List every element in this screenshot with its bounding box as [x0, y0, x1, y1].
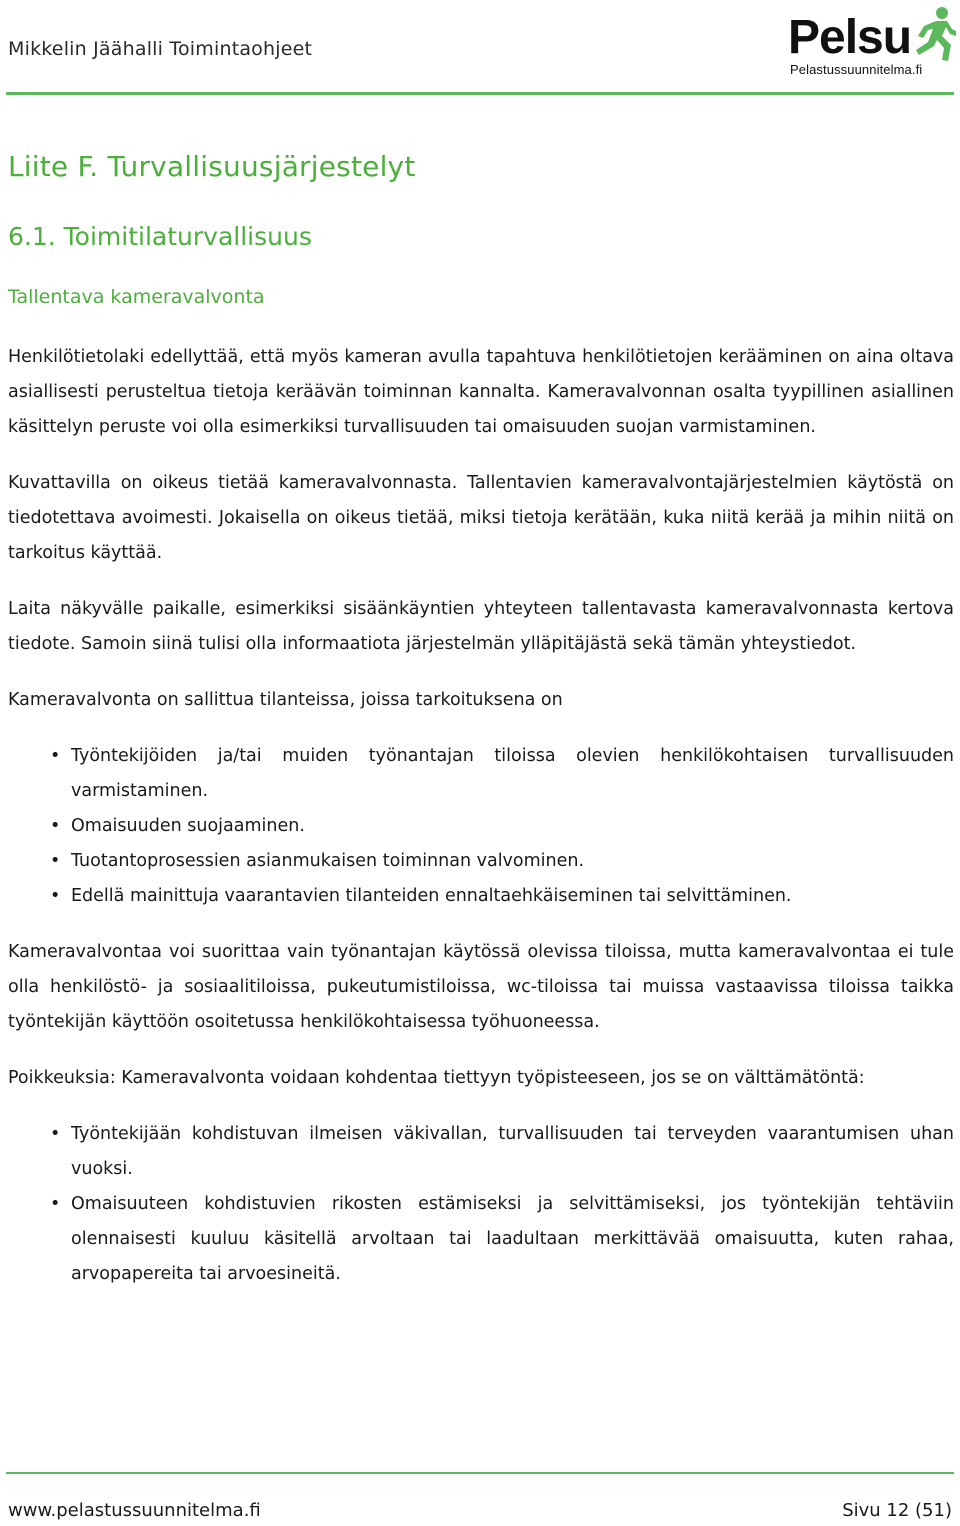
list-item-text: Omaisuuteen kohdistuvien rikosten estämiseksi ja selvittämiseksi, jos työntekijän tehtäviin olennaisesti kuuluu käsitellä arvoltaan tai laadultaan merkittävää omaisuutta, kuten rahaa, arvopapereita tai arvoesineitä. — [71, 1194, 954, 1284]
bullet-icon: • — [50, 746, 61, 766]
list-item — [8, 844, 954, 879]
bullet-list-exceptions — [8, 1117, 954, 1292]
logo-wordmark: Pelsu — [788, 11, 912, 64]
body-text — [8, 340, 954, 1313]
subsection-heading: Tallentava kameravalvonta — [8, 286, 265, 308]
paragraph: Kameravalvonta on sallittua tilanteissa, joissa tarkoituksena on — [8, 690, 563, 710]
bullet-icon: • — [50, 1194, 61, 1214]
header-divider — [6, 92, 954, 95]
running-man-exit-icon — [906, 4, 956, 64]
paragraph: Henkilötietolaki edellyttää, että myös kameran avulla tapahtuva henkilötietojen kerääminen on aina oltava asiallisesti perusteltua tietoja keräävän toiminnan kannalta. Kameravalvonnan osalta tyypillinen asiallinen käsittelyn peruste voi olla esimerkiksi turvallisuuden tai omaisuuden suojan varmistaminen. — [8, 347, 954, 437]
list-item-text: Työntekijään kohdistuvan ilmeisen väkivallan, turvallisuuden tai terveyden vaarantumisen uhan vuoksi. — [71, 1124, 954, 1179]
paragraph: Kameravalvontaa voi suorittaa vain työnantajan käytössä olevissa tiloissa, mutta kameravalvontaa ei tule olla henkilöstö- ja sosiaalitiloissa, pukeutumistiloissa, wc-tiloissa tai muissa vastaavissa tiloissa taikka työntekijän käyttöön osoitetussa henkilökohtaisessa työhuoneessa. — [8, 942, 954, 1032]
footer-divider — [6, 1472, 954, 1474]
bullet-icon: • — [50, 1124, 61, 1144]
bullet-icon: • — [50, 816, 61, 836]
list-item — [8, 879, 954, 914]
page-header — [0, 0, 960, 96]
paragraph: Laita näkyvälle paikalle, esimerkiksi sisäänkäyntien yhteyteen tallentavasta kameravalvonnasta kertova tiedote. Samoin siinä tulisi olla informaatiota järjestelmän ylläpitäjästä sekä tämän yhteystiedot. — [8, 599, 954, 654]
list-item — [8, 809, 954, 844]
list-item-text: Omaisuuden suojaaminen. — [71, 816, 305, 836]
bullet-icon: • — [50, 886, 61, 906]
list-item — [8, 1117, 954, 1187]
list-item — [8, 739, 954, 809]
paragraph: Poikkeuksia: Kameravalvonta voidaan kohdentaa tiettyyn työpisteeseen, jos se on välttämätöntä: — [8, 1068, 865, 1088]
list-item-text: Edellä mainittuja vaarantavien tilanteiden ennaltaehkäiseminen tai selvittäminen. — [71, 886, 792, 906]
footer-url: www.pelastussuunnitelma.fi — [8, 1500, 261, 1521]
section-heading: 6.1. Toimitilaturvallisuus — [8, 222, 312, 251]
list-item — [8, 1187, 954, 1292]
list-item-text: Työntekijöiden ja/tai muiden työnantajan tiloissa olevien henkilökohtaisen turvallisuuden varmistaminen. — [71, 746, 954, 801]
logo-subtitle: Pelastussuunnitelma.fi — [790, 62, 923, 77]
paragraph: Kuvattavilla on oikeus tietää kameravalvonnasta. Tallentavien kameravalvontajärjestelmien käytöstä on tiedotettava avoimesti. Jokaisella on oikeus tietää, miksi tietoja kerätään, kuka niitä kerää ja mihin niitä on tarkoitus käyttää. — [8, 473, 954, 563]
page-number: Sivu 12 (51) — [842, 1500, 952, 1521]
bullet-icon: • — [50, 851, 61, 871]
list-item-text: Tuotantoprosessien asianmukaisen toiminnan valvominen. — [71, 851, 585, 871]
pelsu-logo — [788, 4, 956, 80]
bullet-list-allowed — [8, 739, 954, 914]
document-title: Mikkelin Jäähalli Toimintaohjeet — [8, 38, 313, 60]
appendix-heading: Liite F. Turvallisuusjärjestelyt — [8, 150, 416, 183]
